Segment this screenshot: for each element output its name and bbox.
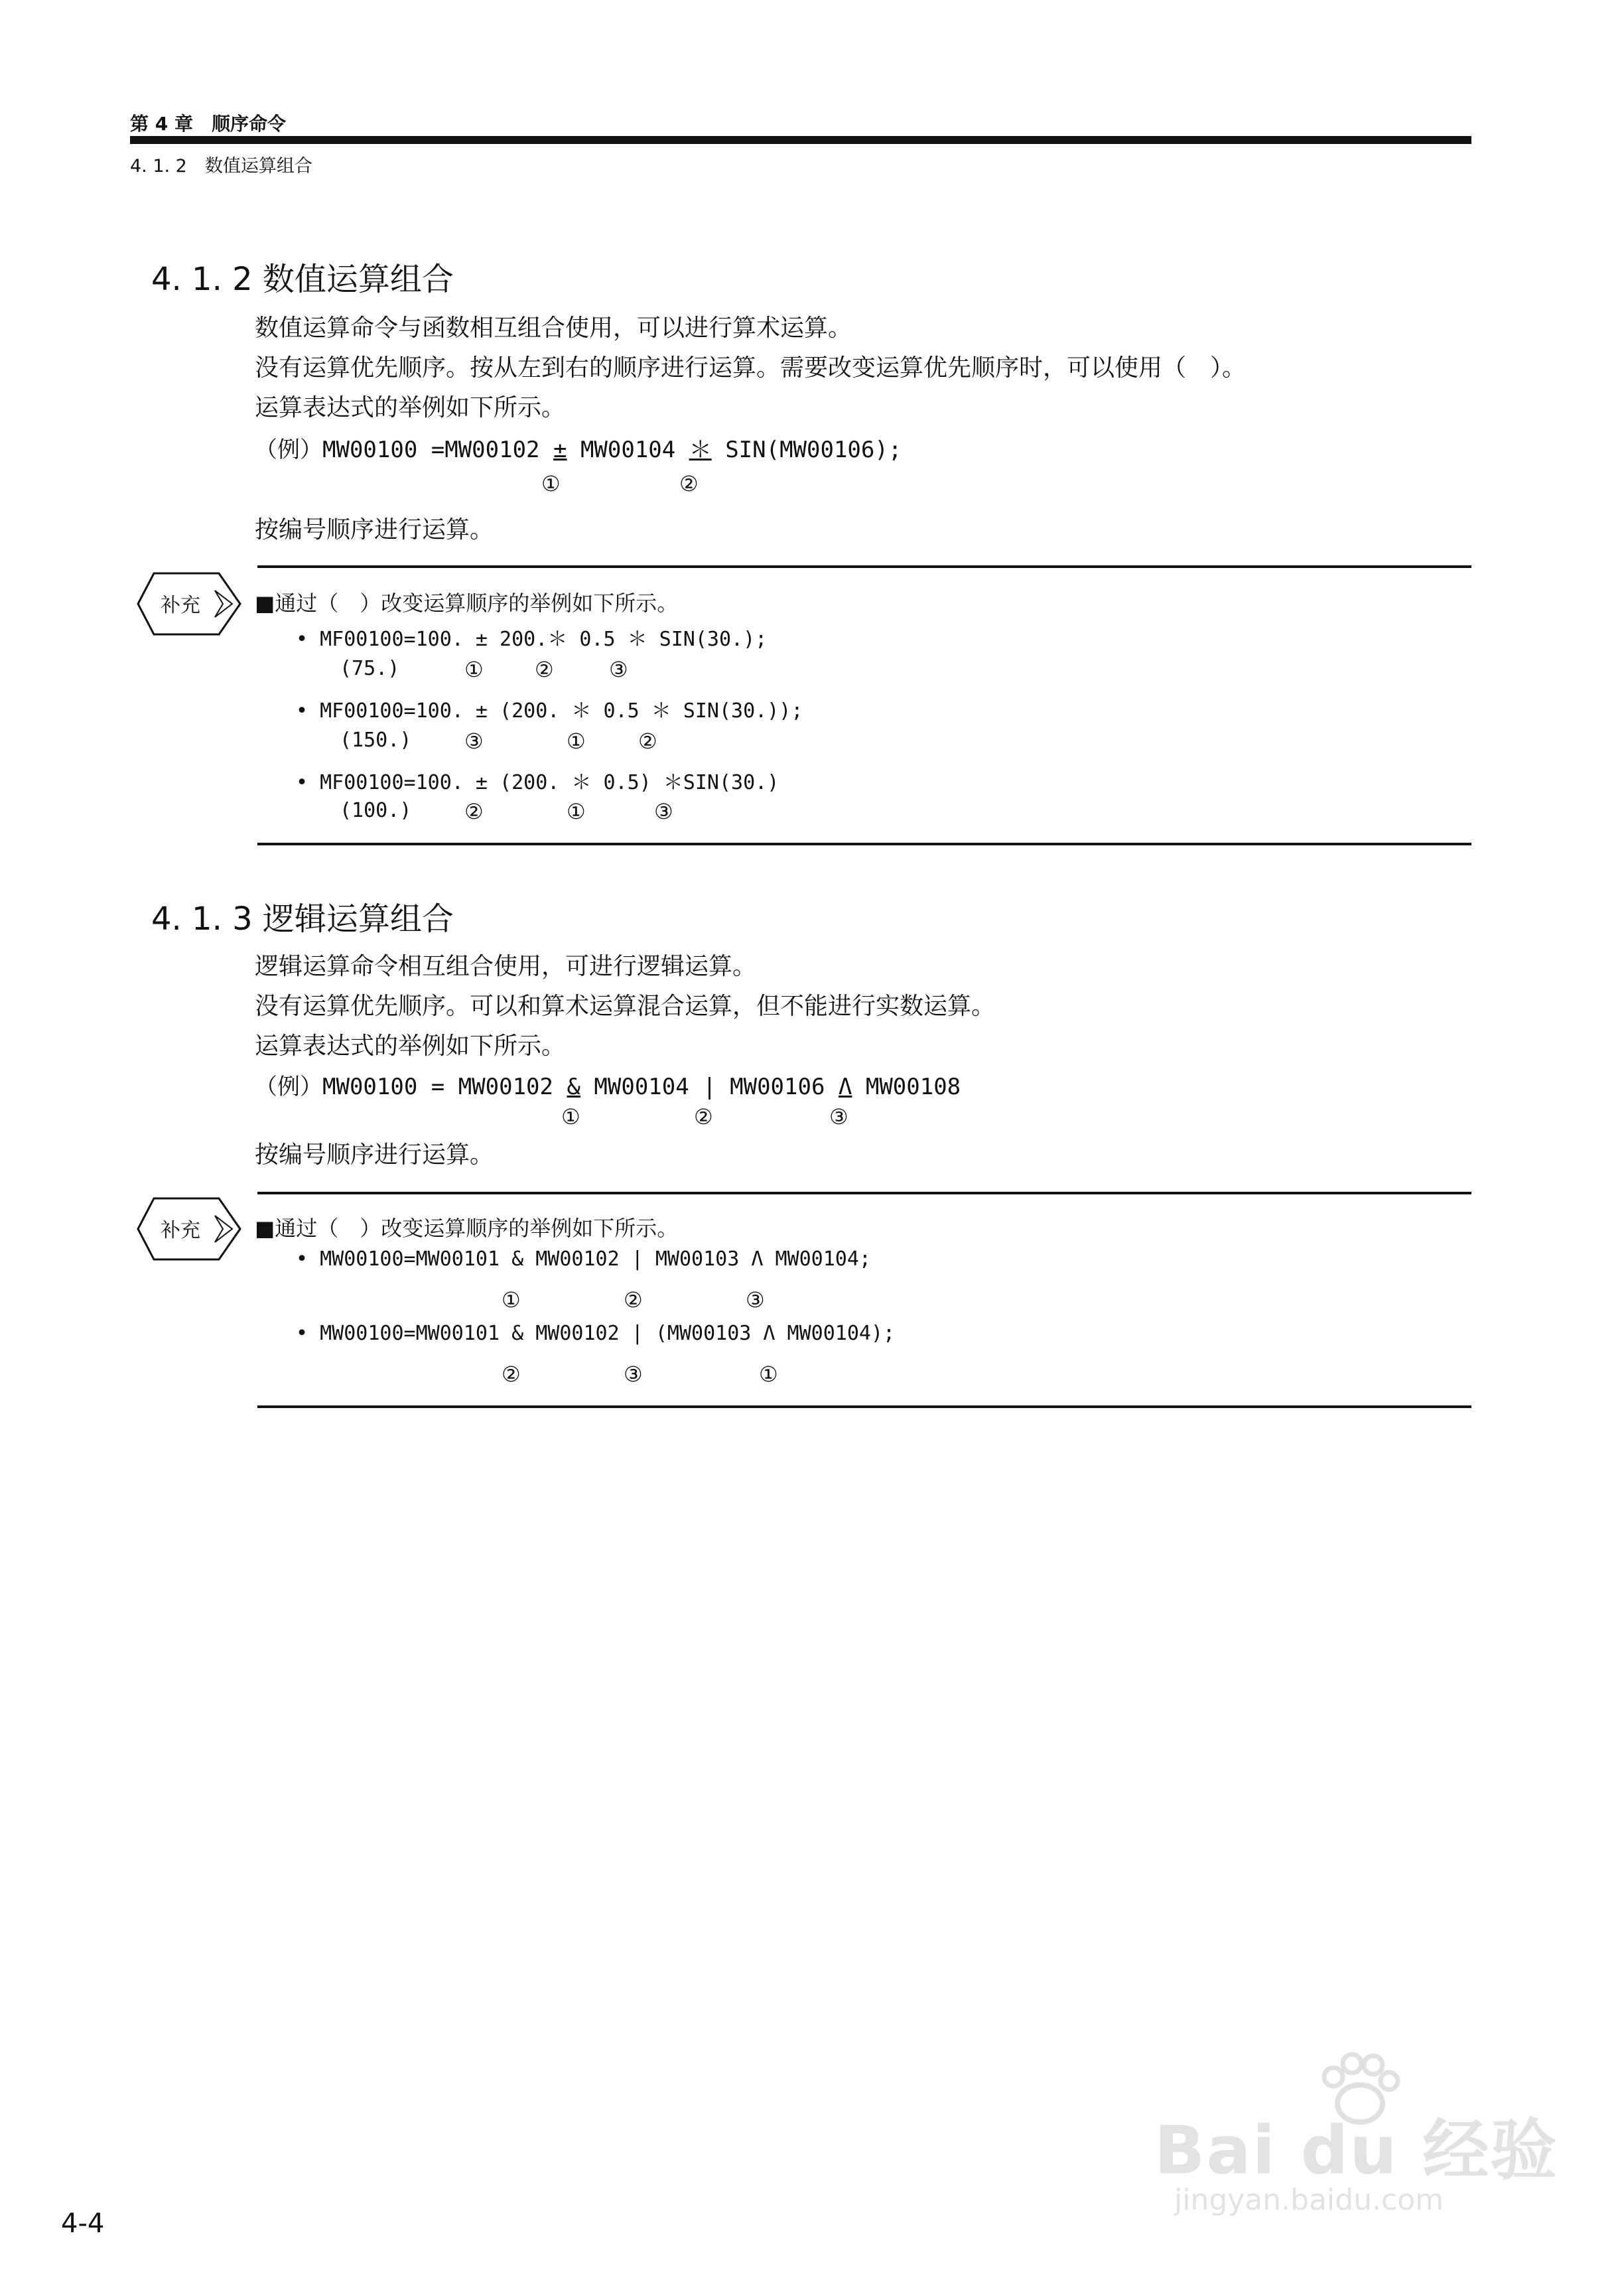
order-marker: ② — [679, 471, 699, 496]
chapter-header: 第 4 章 顺序命令 — [130, 113, 286, 135]
section-title-4-1-2: 4. 1. 2 数值运算组合 — [151, 261, 454, 298]
header-divider — [130, 136, 1471, 144]
note-title: ■通过（ ）改变运算顺序的举例如下所示。 — [255, 591, 679, 616]
example-prefix: （例）MW00100 =MW00102 — [255, 437, 553, 463]
section-header: 4. 1. 2 数值运算组合 — [130, 156, 312, 177]
example-expression — [255, 431, 902, 464]
note-top-rule — [257, 565, 1471, 568]
order-marker: ③ — [464, 729, 484, 754]
order-marker: ① — [567, 729, 586, 754]
operator: ＊ — [689, 437, 712, 463]
order-marker: ③ — [624, 1362, 643, 1387]
supplement-badge-icon — [137, 572, 243, 636]
example-expression — [255, 1068, 961, 1101]
order-marker: ① — [561, 1104, 580, 1129]
operator: | — [703, 1074, 716, 1100]
order-marker: ② — [624, 1287, 643, 1313]
order-marker: ② — [638, 729, 657, 754]
example-suffix: MW00108 — [852, 1074, 961, 1100]
paragraph: 没有运算优先顺序。可以和算术运算混合运算，但不能进行实数运算。 — [255, 993, 996, 1020]
note-expression: • MW00100=MW00101 & MW00102 | MW00103 Λ MW00104; — [296, 1247, 871, 1271]
paragraph: 运算表达式的举例如下所示。 — [255, 394, 566, 421]
example-suffix: SIN(MW00106); — [711, 437, 902, 463]
badge-label: 补充 — [161, 1219, 200, 1242]
order-marker: ② — [535, 657, 554, 682]
operator: & — [567, 1074, 580, 1100]
note-bottom-rule — [257, 1405, 1471, 1408]
note-expression: • MW00100=MW00101 & MW00102 | (MW00103 Λ MW00104); — [296, 1322, 896, 1345]
supplement-badge-icon — [137, 1197, 243, 1261]
order-marker: ③ — [654, 799, 673, 824]
section-title-4-1-3: 4. 1. 3 逻辑运算组合 — [151, 900, 454, 938]
note-result: (150.) — [340, 729, 412, 752]
order-marker: ① — [502, 1287, 521, 1313]
note-expression: • MF00100=100. ± (200. ＊ 0.5) ＊SIN(30.) — [296, 771, 779, 794]
paragraph: 运算表达式的举例如下所示。 — [255, 1033, 566, 1060]
note-bottom-rule — [257, 843, 1471, 845]
operator: Λ — [838, 1074, 852, 1100]
order-marker: ③ — [829, 1104, 848, 1129]
order-marker: ① — [759, 1362, 778, 1387]
example-mid: MW00106 — [716, 1074, 839, 1100]
order-marker: ② — [502, 1362, 521, 1387]
paragraph: 数值运算命令与函数相互组合使用，可以进行算术运算。 — [255, 315, 852, 342]
example-prefix: （例）MW00100 = MW00102 — [255, 1074, 567, 1100]
order-marker: ① — [464, 657, 484, 682]
note-result: (75.) — [340, 657, 400, 680]
badge-label: 补充 — [161, 594, 200, 617]
paragraph: 按编号顺序进行运算。 — [255, 516, 494, 543]
order-marker: ② — [694, 1104, 713, 1129]
page-number: 4-4 — [61, 2208, 105, 2239]
order-marker: ③ — [746, 1287, 765, 1313]
example-mid: MW00104 — [567, 437, 689, 463]
watermark-url: jingyan.baidu.com — [1174, 2183, 1444, 2217]
paragraph: 没有运算优先顺序。按从左到右的顺序进行运算。需要改变运算优先顺序时，可以使用（ ）。 — [255, 354, 1247, 382]
order-marker: ① — [567, 799, 586, 824]
operator: ± — [553, 437, 567, 463]
example-mid: MW00104 — [580, 1074, 703, 1100]
note-result: (100.) — [340, 799, 412, 822]
watermark-logo: Bai du 经验 — [1154, 2111, 1558, 2189]
note-expression: • MF00100=100. ± (200. ＊ 0.5 ＊ SIN(30.)); — [296, 699, 803, 723]
order-marker: ③ — [609, 657, 628, 682]
note-top-rule — [257, 1192, 1471, 1194]
note-expression: • MF00100=100. ± 200.＊ 0.5 ＊ SIN(30.); — [296, 628, 768, 651]
paragraph: 按编号顺序进行运算。 — [255, 1141, 494, 1169]
order-marker: ① — [541, 471, 561, 496]
order-marker: ② — [464, 799, 484, 824]
note-title: ■通过（ ）改变运算顺序的举例如下所示。 — [255, 1216, 679, 1241]
paragraph: 逻辑运算命令相互组合使用，可进行逻辑运算。 — [255, 953, 757, 980]
